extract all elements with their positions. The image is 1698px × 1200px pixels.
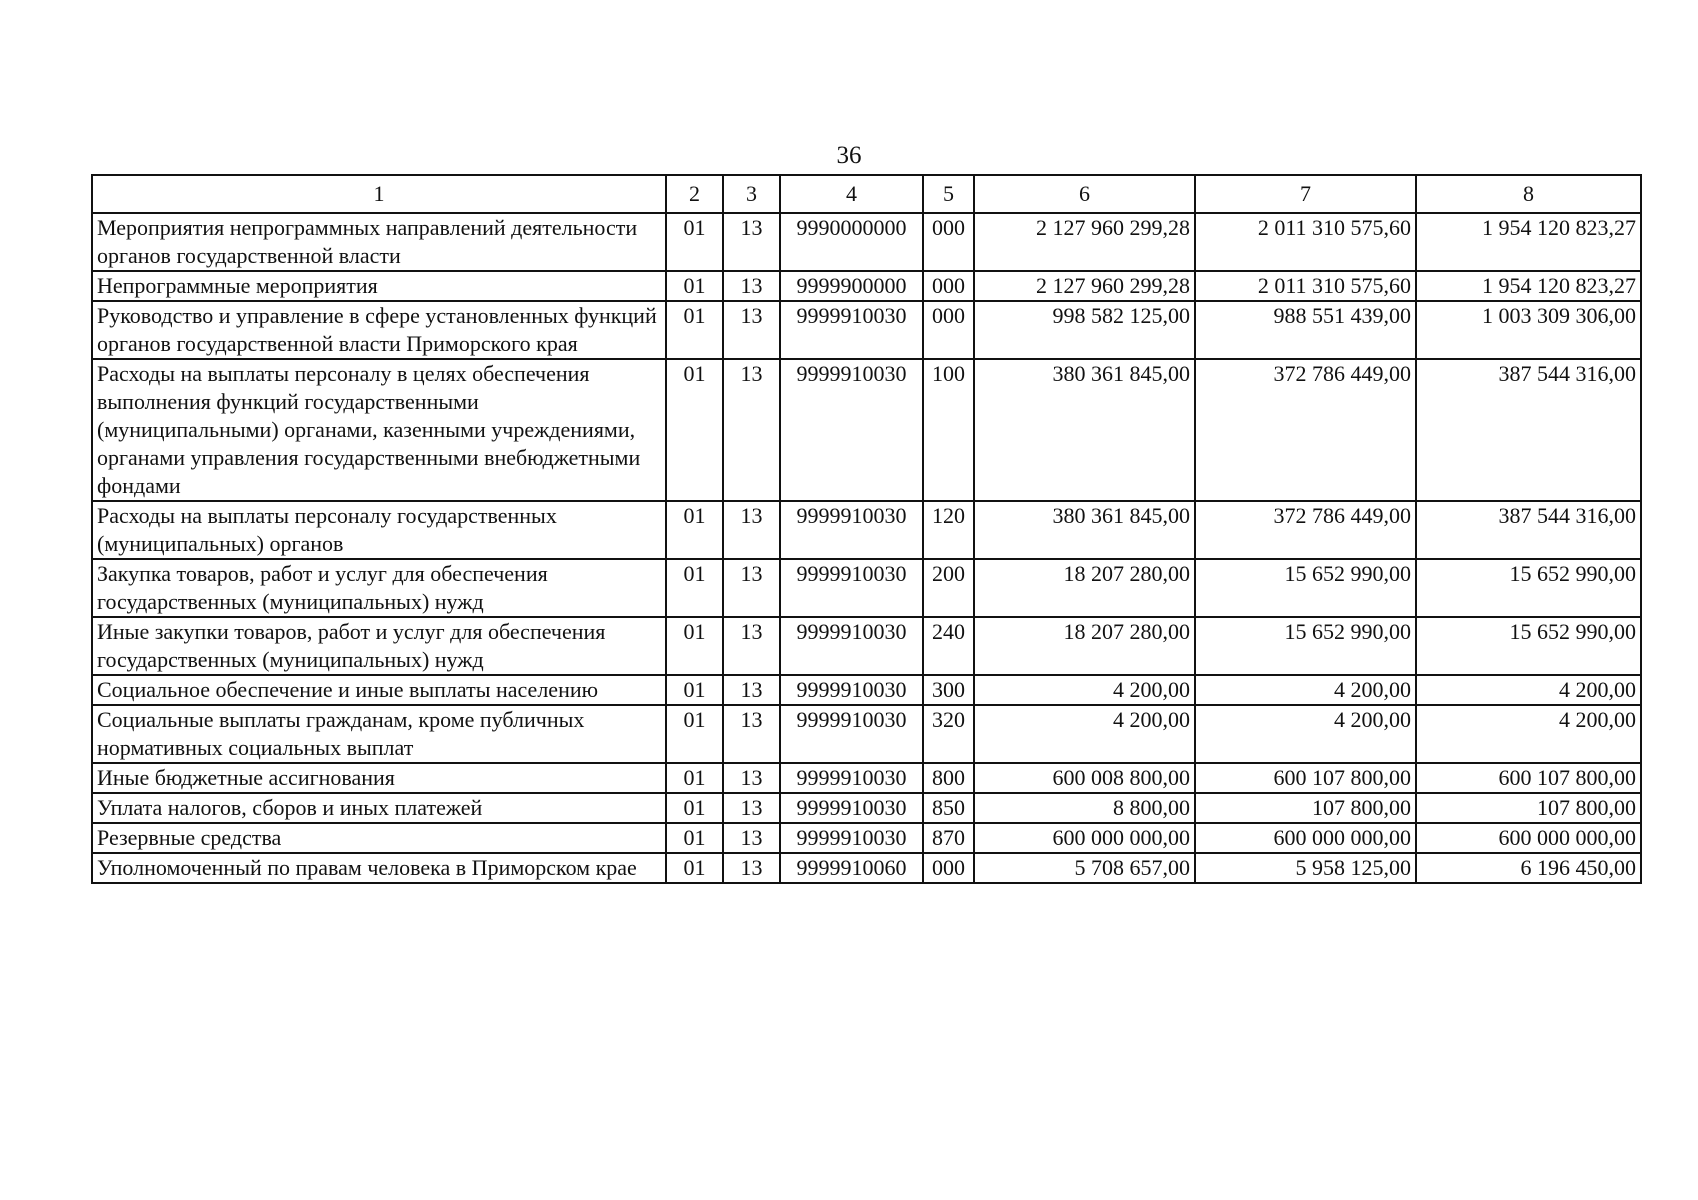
header-cell: 4	[780, 175, 923, 213]
expense-type-cell: 200	[923, 559, 974, 617]
target-article-cell: 9999910030	[780, 705, 923, 763]
target-article-cell: 9999910030	[780, 359, 923, 501]
target-article-cell: 9999900000	[780, 271, 923, 301]
subsection-code-cell: 13	[723, 271, 780, 301]
amount-col7-cell: 15 652 990,00	[1195, 617, 1416, 675]
amount-col6-cell: 600 000 000,00	[974, 823, 1195, 853]
amount-col6-cell: 4 200,00	[974, 705, 1195, 763]
table-row	[92, 793, 1641, 823]
amount-col8-cell: 6 196 450,00	[1416, 853, 1641, 883]
header-cell: 7	[1195, 175, 1416, 213]
amount-col6-cell: 18 207 280,00	[974, 559, 1195, 617]
amount-col6-cell: 998 582 125,00	[974, 301, 1195, 359]
amount-col8-cell: 387 544 316,00	[1416, 359, 1641, 501]
subsection-code-cell: 13	[723, 763, 780, 793]
amount-col8-cell: 4 200,00	[1416, 705, 1641, 763]
amount-col8-cell: 600 000 000,00	[1416, 823, 1641, 853]
amount-col7-cell: 988 551 439,00	[1195, 301, 1416, 359]
section-code-cell: 01	[666, 213, 723, 271]
amount-col8-cell: 1 003 309 306,00	[1416, 301, 1641, 359]
section-code-cell: 01	[666, 617, 723, 675]
amount-col7-cell: 2 011 310 575,60	[1195, 213, 1416, 271]
subsection-code-cell: 13	[723, 853, 780, 883]
section-code-cell: 01	[666, 705, 723, 763]
amount-col6-cell: 600 008 800,00	[974, 763, 1195, 793]
subsection-code-cell: 13	[723, 359, 780, 501]
expense-name-cell: Социальные выплаты гражданам, кроме публичных нормативных социальных выплат	[92, 705, 666, 763]
amount-col7-cell: 15 652 990,00	[1195, 559, 1416, 617]
target-article-cell: 9999910030	[780, 301, 923, 359]
expense-type-cell: 000	[923, 853, 974, 883]
table-row	[92, 705, 1641, 763]
table-row	[92, 823, 1641, 853]
expense-name-cell: Руководство и управление в сфере установленных функций органов государственной власти Приморского края	[92, 301, 666, 359]
expense-name-cell: Мероприятия непрограммных направлений деятельности органов государственной власти	[92, 213, 666, 271]
table-row	[92, 359, 1641, 501]
table-row	[92, 853, 1641, 883]
amount-col7-cell: 372 786 449,00	[1195, 501, 1416, 559]
subsection-code-cell: 13	[723, 705, 780, 763]
expense-type-cell: 000	[923, 271, 974, 301]
amount-col7-cell: 5 958 125,00	[1195, 853, 1416, 883]
amount-col7-cell: 2 011 310 575,60	[1195, 271, 1416, 301]
subsection-code-cell: 13	[723, 675, 780, 705]
section-code-cell: 01	[666, 763, 723, 793]
table-row	[92, 559, 1641, 617]
subsection-code-cell: 13	[723, 213, 780, 271]
budget-table	[91, 174, 1642, 884]
expense-name-cell: Социальное обеспечение и иные выплаты населению	[92, 675, 666, 705]
section-code-cell: 01	[666, 501, 723, 559]
section-code-cell: 01	[666, 559, 723, 617]
expense-type-cell: 240	[923, 617, 974, 675]
table-row	[92, 501, 1641, 559]
target-article-cell: 9999910030	[780, 617, 923, 675]
table-row	[92, 271, 1641, 301]
amount-col7-cell: 600 000 000,00	[1195, 823, 1416, 853]
header-cell: 5	[923, 175, 974, 213]
amount-col8-cell: 387 544 316,00	[1416, 501, 1641, 559]
amount-col6-cell: 380 361 845,00	[974, 501, 1195, 559]
section-code-cell: 01	[666, 823, 723, 853]
amount-col6-cell: 5 708 657,00	[974, 853, 1195, 883]
amount-col8-cell: 15 652 990,00	[1416, 617, 1641, 675]
header-cell: 6	[974, 175, 1195, 213]
amount-col8-cell: 600 107 800,00	[1416, 763, 1641, 793]
subsection-code-cell: 13	[723, 617, 780, 675]
expense-type-cell: 120	[923, 501, 974, 559]
expense-type-cell: 300	[923, 675, 974, 705]
amount-col8-cell: 107 800,00	[1416, 793, 1641, 823]
amount-col6-cell: 8 800,00	[974, 793, 1195, 823]
section-code-cell: 01	[666, 359, 723, 501]
target-article-cell: 9999910030	[780, 823, 923, 853]
target-article-cell: 9999910030	[780, 501, 923, 559]
amount-col7-cell: 4 200,00	[1195, 675, 1416, 705]
page-number: 36	[836, 142, 862, 169]
table-row	[92, 763, 1641, 793]
section-code-cell: 01	[666, 301, 723, 359]
expense-type-cell: 870	[923, 823, 974, 853]
section-code-cell: 01	[666, 793, 723, 823]
table-row	[92, 617, 1641, 675]
amount-col8-cell: 1 954 120 823,27	[1416, 271, 1641, 301]
amount-col6-cell: 2 127 960 299,28	[974, 271, 1195, 301]
expense-type-cell: 000	[923, 213, 974, 271]
amount-col7-cell: 372 786 449,00	[1195, 359, 1416, 501]
expense-name-cell: Иные бюджетные ассигнования	[92, 763, 666, 793]
table-row	[92, 213, 1641, 271]
amount-col6-cell: 4 200,00	[974, 675, 1195, 705]
target-article-cell: 9999910030	[780, 763, 923, 793]
amount-col7-cell: 4 200,00	[1195, 705, 1416, 763]
section-code-cell: 01	[666, 675, 723, 705]
target-article-cell: 9999910030	[780, 675, 923, 705]
header-cell: 8	[1416, 175, 1641, 213]
expense-name-cell: Иные закупки товаров, работ и услуг для обеспечения государственных (муниципальных) нужд	[92, 617, 666, 675]
amount-col6-cell: 380 361 845,00	[974, 359, 1195, 501]
section-code-cell: 01	[666, 853, 723, 883]
amount-col8-cell: 15 652 990,00	[1416, 559, 1641, 617]
expense-name-cell: Расходы на выплаты персоналу в целях обеспечения выполнения функций государственными (муниципальными) органами, казенными учреждениями, органами управления государственными внебюджетными фондами	[92, 359, 666, 501]
subsection-code-cell: 13	[723, 823, 780, 853]
expense-type-cell: 000	[923, 301, 974, 359]
expense-type-cell: 100	[923, 359, 974, 501]
amount-col8-cell: 1 954 120 823,27	[1416, 213, 1641, 271]
expense-name-cell: Уплата налогов, сборов и иных платежей	[92, 793, 666, 823]
header-cell: 2	[666, 175, 723, 213]
header-row	[92, 175, 1641, 213]
amount-col7-cell: 107 800,00	[1195, 793, 1416, 823]
target-article-cell: 9999910030	[780, 793, 923, 823]
amount-col6-cell: 2 127 960 299,28	[974, 213, 1195, 271]
amount-col7-cell: 600 107 800,00	[1195, 763, 1416, 793]
expense-type-cell: 320	[923, 705, 974, 763]
expense-name-cell: Непрограммные мероприятия	[92, 271, 666, 301]
expense-name-cell: Уполномоченный по правам человека в Приморском крае	[92, 853, 666, 883]
expense-name-cell: Закупка товаров, работ и услуг для обеспечения государственных (муниципальных) нужд	[92, 559, 666, 617]
expense-type-cell: 800	[923, 763, 974, 793]
target-article-cell: 9999910060	[780, 853, 923, 883]
target-article-cell: 9999910030	[780, 559, 923, 617]
target-article-cell: 9990000000	[780, 213, 923, 271]
section-code-cell: 01	[666, 271, 723, 301]
table-row	[92, 301, 1641, 359]
expense-name-cell: Расходы на выплаты персоналу государственных (муниципальных) органов	[92, 501, 666, 559]
subsection-code-cell: 13	[723, 501, 780, 559]
expense-name-cell: Резервные средства	[92, 823, 666, 853]
table-body	[92, 213, 1641, 883]
header-cell: 3	[723, 175, 780, 213]
amount-col8-cell: 4 200,00	[1416, 675, 1641, 705]
header-cell: 1	[92, 175, 666, 213]
amount-col6-cell: 18 207 280,00	[974, 617, 1195, 675]
expense-type-cell: 850	[923, 793, 974, 823]
subsection-code-cell: 13	[723, 301, 780, 359]
subsection-code-cell: 13	[723, 793, 780, 823]
subsection-code-cell: 13	[723, 559, 780, 617]
table-row	[92, 675, 1641, 705]
